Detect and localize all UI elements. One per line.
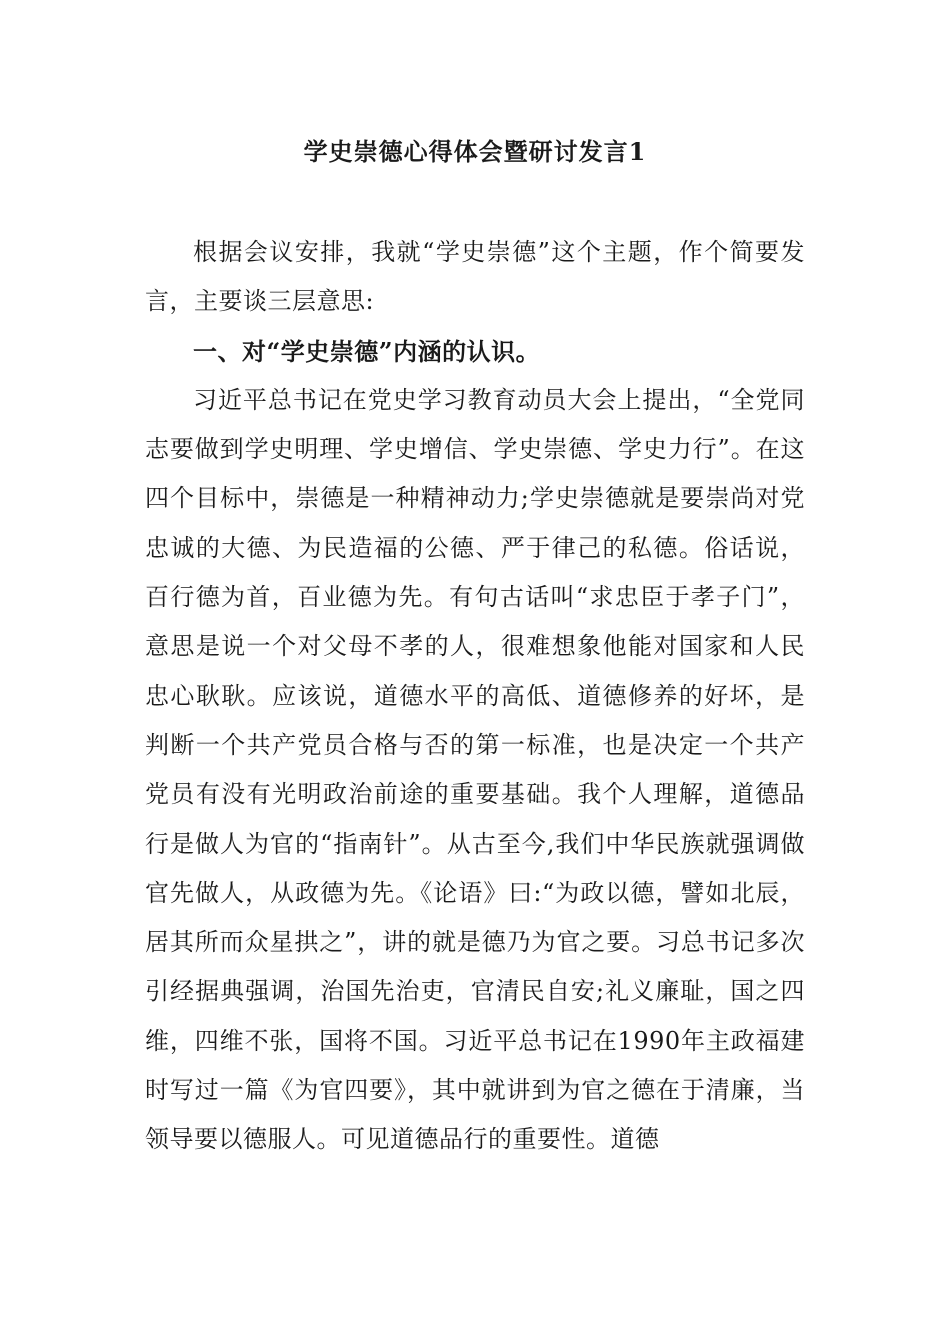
intro-paragraph: 根据会议安排，我就“学史崇德”这个主题，作个简要发言，主要谈三层意思: — [145, 238, 805, 316]
section-heading-1: 一、对“学史崇德”内涵的认识。 — [193, 336, 541, 366]
document-body — [145, 228, 805, 1165]
body-paragraph: 习近平总书记在党史学习教育动员大会上提出，“全党同志要做到学史明理、学史增信、学史崇德、学史力行”。在这四个目标中，崇德是一种精神动力;学史崇德就是要崇尚对党忠诚的大德、为民造福的公德、严于律己的私德。俗话说，百行德为首，百业德为先。有句古话叫“求忠臣于孝子门”，意思是说一个对父母不孝的人，很难想象他能对国家和人民忠心耿耿。应该说，道德水平的高低、道德修养的好坏，是判断一个共产党员合格与否的第一标准，也是决定一个共产党员有没有光明政治前途的重要基础。我个人理解，道德品行是做人为官的“指南针”。从古至今,我们中华民族就强调做官先做人，从政德为先。《论语》曰:“为政以德，譬如北辰，居其所而众星拱之”，讲的就是德乃为官之要。习总书记多次引经据典强调，治国先治吏，官清民自安;礼义廉耻，国之四维，四维不张，国将不国。习近平总书记在1990年主政福建时写过一篇《为官四要》，其中就讲到为官之德在于清廉，当领导要以德服人。可见道德品行的重要性。道德 — [145, 385, 805, 1154]
document-title: 学史崇德心得体会暨研讨发言1 — [303, 137, 647, 166]
